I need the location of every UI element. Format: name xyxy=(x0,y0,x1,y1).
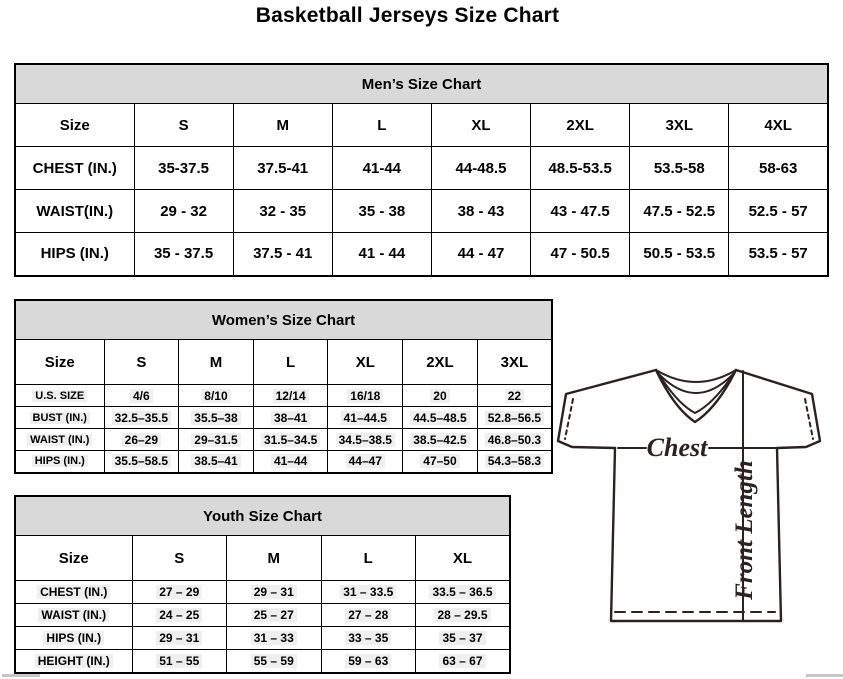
youth-value-cell xyxy=(321,604,416,627)
mens-value-cell: 50.5 - 53.5 xyxy=(630,233,729,276)
womens-value-cell-text: 44–47 xyxy=(346,454,385,468)
womens-chart-title: Women’s Size Chart xyxy=(15,300,552,340)
youth-table-row xyxy=(15,581,510,604)
youth-row-label-text: HIPS (IN.) xyxy=(43,631,104,645)
womens-table-row xyxy=(15,407,552,429)
womens-row-label-text: U.S. SIZE xyxy=(32,390,87,402)
womens-value-cell-text: 22 xyxy=(505,389,524,403)
right-cuff-dashed-seam xyxy=(805,399,813,439)
womens-value-cell xyxy=(477,407,552,429)
youth-value-cell xyxy=(227,581,322,604)
womens-value-cell xyxy=(403,407,478,429)
womens-value-cell xyxy=(104,385,179,407)
womens-col-header-xl: XL xyxy=(328,340,403,385)
mens-value-cell: 53.5 - 57 xyxy=(729,233,828,276)
youth-value-cell xyxy=(227,604,322,627)
womens-col-header-2xl: 2XL xyxy=(403,340,478,385)
womens-value-cell xyxy=(179,429,254,451)
page-title: Basketball Jerseys Size Chart xyxy=(255,4,560,27)
youth-value-cell xyxy=(416,627,511,650)
youth-col-header-s: S xyxy=(132,536,227,581)
mens-value-cell: 53.5-58 xyxy=(630,147,729,190)
womens-value-cell-text: 29–31.5 xyxy=(191,433,240,447)
womens-value-cell-text: 38.5–42.5 xyxy=(410,433,469,447)
youth-value-cell-text: 27 – 28 xyxy=(345,608,391,622)
mens-col-header-3xl: 3XL xyxy=(630,104,729,147)
youth-row-label-text: CHEST (IN.) xyxy=(37,585,110,599)
womens-size-chart-table xyxy=(14,299,553,474)
womens-row-label-text: WAIST (IN.) xyxy=(27,434,92,446)
womens-table-row xyxy=(15,429,552,451)
womens-value-cell-text: 26–29 xyxy=(122,433,161,447)
youth-row-label-text: HEIGHT (IN.) xyxy=(35,654,113,668)
mens-col-header-xl: XL xyxy=(431,104,530,147)
youth-value-cell-text: 55 – 59 xyxy=(251,654,297,668)
mens-col-header-s: S xyxy=(134,104,233,147)
youth-value-cell xyxy=(132,627,227,650)
mens-col-header-4xl: 4XL xyxy=(729,104,828,147)
youth-value-cell-text: 28 – 29.5 xyxy=(434,608,490,622)
womens-value-cell-text: 32.5–35.5 xyxy=(112,411,171,425)
womens-value-cell-text: 41–44.5 xyxy=(341,411,390,425)
womens-size-header: Size xyxy=(15,340,104,385)
mens-value-cell: 32 - 35 xyxy=(233,190,332,233)
mens-value-cell: 41 - 44 xyxy=(332,233,431,276)
mens-row-label: WAIST(IN.) xyxy=(15,190,134,233)
youth-value-cell-text: 51 – 55 xyxy=(156,654,202,668)
youth-row-label xyxy=(15,650,132,673)
womens-value-cell xyxy=(104,429,179,451)
womens-col-header-m: M xyxy=(179,340,254,385)
youth-row-label xyxy=(15,627,132,650)
youth-table-row xyxy=(15,604,510,627)
womens-col-header-l: L xyxy=(253,340,328,385)
youth-value-cell-text: 24 – 25 xyxy=(156,608,202,622)
youth-value-cell-text: 31 – 33.5 xyxy=(340,585,396,599)
womens-value-cell xyxy=(403,429,478,451)
youth-table-row xyxy=(15,650,510,673)
collar-v-outer xyxy=(656,370,736,422)
womens-value-cell-text: 34.5–38.5 xyxy=(336,433,395,447)
youth-value-cell xyxy=(227,627,322,650)
youth-col-header-xl: XL xyxy=(416,536,511,581)
youth-header-row xyxy=(15,536,510,581)
youth-value-cell-text: 59 – 63 xyxy=(345,654,391,668)
youth-value-cell-text: 29 – 31 xyxy=(251,585,297,599)
youth-row-label-text: WAIST (IN.) xyxy=(38,608,109,622)
youth-value-cell xyxy=(416,581,511,604)
mens-table-row xyxy=(15,190,828,233)
womens-band-row xyxy=(15,300,552,340)
youth-value-cell-text: 33.5 – 36.5 xyxy=(429,585,495,599)
youth-value-cell xyxy=(321,650,416,673)
jersey-outline-path xyxy=(558,370,820,621)
mens-value-cell: 35-37.5 xyxy=(134,147,233,190)
chest-label: Chest xyxy=(646,433,708,462)
womens-value-cell xyxy=(179,451,254,473)
womens-value-cell xyxy=(253,451,328,473)
womens-value-cell-text: 4/6 xyxy=(130,389,153,403)
womens-row-label xyxy=(15,407,104,429)
youth-value-cell xyxy=(416,604,511,627)
womens-row-label-text: BUST (IN.) xyxy=(30,412,90,424)
womens-value-cell-text: 41–44 xyxy=(271,454,310,468)
womens-value-cell xyxy=(477,385,552,407)
mens-value-cell: 47.5 - 52.5 xyxy=(630,190,729,233)
womens-value-cell-text: 38–41 xyxy=(271,411,310,425)
youth-value-cell xyxy=(132,650,227,673)
womens-value-cell-text: 8/10 xyxy=(201,389,230,403)
youth-value-cell xyxy=(227,650,322,673)
womens-value-cell xyxy=(403,385,478,407)
front-length-label: Front Length xyxy=(731,460,758,600)
collar-back-arc-1 xyxy=(656,370,736,382)
womens-value-cell-text: 16/18 xyxy=(347,389,383,403)
womens-value-cell xyxy=(253,407,328,429)
womens-col-header-3xl: 3XL xyxy=(477,340,552,385)
womens-value-cell-text: 31.5–34.5 xyxy=(261,433,320,447)
youth-row-label xyxy=(15,604,132,627)
womens-value-cell-text: 44.5–48.5 xyxy=(410,411,469,425)
womens-value-cell-text: 52.8–56.5 xyxy=(485,411,544,425)
youth-col-header-m: M xyxy=(227,536,322,581)
youth-chart-title: Youth Size Chart xyxy=(15,496,510,536)
youth-size-header: Size xyxy=(15,536,132,581)
horizontal-scrollbar-fragment-right[interactable] xyxy=(806,674,843,677)
womens-value-cell xyxy=(403,451,478,473)
youth-value-cell xyxy=(416,650,511,673)
womens-row-label xyxy=(15,429,104,451)
mens-value-cell: 37.5-41 xyxy=(233,147,332,190)
womens-value-cell-text: 54.3–58.3 xyxy=(485,454,544,468)
youth-row-label xyxy=(15,581,132,604)
mens-value-cell: 52.5 - 57 xyxy=(729,190,828,233)
womens-value-cell xyxy=(328,407,403,429)
womens-value-cell xyxy=(328,385,403,407)
womens-row-label-text: HIPS (IN.) xyxy=(32,455,88,467)
womens-row-label xyxy=(15,385,104,407)
womens-value-cell-text: 47–50 xyxy=(420,454,459,468)
mens-header-row xyxy=(15,104,828,147)
mens-size-chart-table xyxy=(14,63,829,277)
womens-value-cell xyxy=(328,451,403,473)
youth-value-cell xyxy=(132,604,227,627)
left-cuff-dashed-seam xyxy=(565,399,573,439)
womens-value-cell-text: 46.8–50.3 xyxy=(485,433,544,447)
youth-band-row xyxy=(15,496,510,536)
mens-value-cell: 44-48.5 xyxy=(431,147,530,190)
horizontal-scrollbar-fragment-left[interactable] xyxy=(2,674,40,677)
mens-row-label: HIPS (IN.) xyxy=(15,233,134,276)
womens-value-cell xyxy=(477,429,552,451)
mens-row-label: CHEST (IN.) xyxy=(15,147,134,190)
mens-col-header-2xl: 2XL xyxy=(531,104,630,147)
youth-value-cell xyxy=(321,627,416,650)
mens-value-cell: 35 - 38 xyxy=(332,190,431,233)
mens-table-row xyxy=(15,147,828,190)
mens-col-header-l: L xyxy=(332,104,431,147)
mens-size-header: Size xyxy=(15,104,134,147)
mens-value-cell: 58-63 xyxy=(729,147,828,190)
mens-value-cell: 29 - 32 xyxy=(134,190,233,233)
youth-value-cell xyxy=(321,581,416,604)
womens-value-cell xyxy=(328,429,403,451)
youth-value-cell xyxy=(132,581,227,604)
youth-value-cell-text: 25 – 27 xyxy=(251,608,297,622)
youth-value-cell-text: 31 – 33 xyxy=(251,631,297,645)
youth-value-cell-text: 63 – 67 xyxy=(439,654,485,668)
womens-row-label xyxy=(15,451,104,473)
mens-chart-title: Men’s Size Chart xyxy=(15,64,828,104)
mens-value-cell: 43 - 47.5 xyxy=(531,190,630,233)
womens-value-cell xyxy=(104,451,179,473)
jersey-measurement-diagram xyxy=(556,360,838,630)
womens-value-cell-text: 38.5–41 xyxy=(191,454,240,468)
womens-col-header-s: S xyxy=(104,340,179,385)
womens-value-cell xyxy=(253,385,328,407)
womens-value-cell-text: 35.5–58.5 xyxy=(112,454,171,468)
mens-table-row xyxy=(15,233,828,276)
youth-table-row xyxy=(15,627,510,650)
youth-value-cell-text: 33 – 35 xyxy=(345,631,391,645)
womens-value-cell xyxy=(179,385,254,407)
womens-value-cell xyxy=(104,407,179,429)
womens-value-cell-text: 35.5–38 xyxy=(191,411,240,425)
mens-band-row xyxy=(15,64,828,104)
youth-value-cell-text: 35 – 37 xyxy=(439,631,485,645)
mens-col-header-m: M xyxy=(233,104,332,147)
mens-value-cell: 41-44 xyxy=(332,147,431,190)
womens-header-row xyxy=(15,340,552,385)
womens-value-cell xyxy=(477,451,552,473)
youth-size-chart-table xyxy=(14,495,511,674)
womens-value-cell xyxy=(179,407,254,429)
womens-value-cell xyxy=(253,429,328,451)
mens-value-cell: 47 - 50.5 xyxy=(531,233,630,276)
mens-value-cell: 44 - 47 xyxy=(431,233,530,276)
youth-value-cell-text: 29 – 31 xyxy=(156,631,202,645)
mens-value-cell: 48.5-53.5 xyxy=(531,147,630,190)
womens-value-cell-text: 12/14 xyxy=(273,389,309,403)
mens-value-cell: 35 - 37.5 xyxy=(134,233,233,276)
mens-value-cell: 38 - 43 xyxy=(431,190,530,233)
youth-col-header-l: L xyxy=(321,536,416,581)
womens-value-cell-text: 20 xyxy=(430,389,449,403)
mens-value-cell: 37.5 - 41 xyxy=(233,233,332,276)
youth-value-cell-text: 27 – 29 xyxy=(156,585,202,599)
womens-table-row xyxy=(15,385,552,407)
womens-table-row xyxy=(15,451,552,473)
